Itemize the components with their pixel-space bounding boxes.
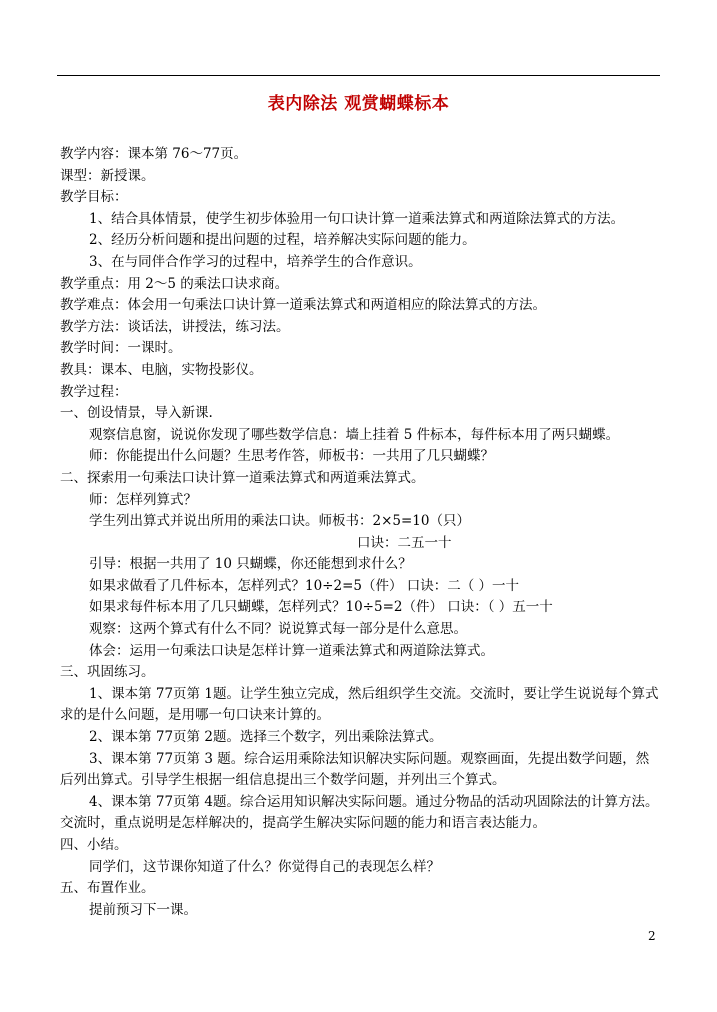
lesson-content: 教学内容：课本第 76～77页。 [60,146,248,162]
teaching-aids: 教具：课本、电脑，实物投影仪。 [60,361,263,378]
paragraph: 如果求每件标本用了几只蝴蝶，怎样列式？10÷5=2（件） 口诀：（ ）五一十 [89,599,553,616]
lesson-type: 课型：新授课。 [60,167,155,184]
process-heading: 教学过程： [60,383,128,400]
goal-1: 1、结合具体情景，使学生初步体验用一句口诀计算一道乘法算式和两道除法算式的方法。 [89,210,625,227]
exercise-1: 1、课本第 77页第 1题。让学生独立完成，然后组织学生交流。交流时，要让学生说说每个算式求的是什么问题，是用哪一句口诀来计算的。 [60,685,659,724]
paragraph: 体会：运用一句乘法口诀是怎样计算一道乘法算式和两道除法算式。 [89,642,494,659]
paragraph: 师：怎样列算式？ [89,491,197,508]
teaching-time: 教学时间：一课时。 [60,340,182,357]
section-5-heading: 五、布置作业。 [60,880,155,897]
section-1-heading: 一、创设情景，导入新课. [60,405,213,422]
goals-heading: 教学目标： [60,189,128,206]
goal-3: 3、在与同伴合作学习的过程中，培养学生的合作意识。 [89,253,422,270]
exercise-4: 4、课本第 77页第 4题。综合运用知识解决实际问题。通过分物品的活动巩固除法的计算方法。交流时，重点说明是怎样解决的，提高学生解决实际问题的能力和语言表达能力。 [60,793,659,832]
key-point: 教学重点：用 2～5 的乘法口诀求商。 [60,275,289,292]
paragraph: 观察：这两个算式有什么不同？说说算式每一部分是什么意思。 [89,621,467,638]
section-3-heading: 三、巩固练习。 [60,664,155,681]
paragraph: 口诀：二五一十 [357,534,452,551]
paragraph: 学生列出算式并说出所用的乘法口诀。师板书：2×5=10（只） [89,513,470,530]
paragraph: 如果求做看了几件标本，怎样列式？10÷2=5（件） 口诀：二（ ）一十 [89,577,520,594]
section-4-heading: 四、小结。 [60,837,128,853]
teaching-method: 教学方法：谈话法，讲授法，练习法。 [60,318,290,335]
difficulty: 教学难点：体会用一句乘法口诀计算一道乘法算式和两道相应的除法算式的方法。 [60,297,546,314]
page-number: 2 [648,929,656,943]
paragraph: 提前预习下一课。 [89,901,197,918]
paragraph: 同学们，这节课你知道了什么？你觉得自己的表现怎么样？ [89,858,440,875]
exercise-2: 2、课本第 77页第 2题。选择三个数字，列出乘除法算式。 [89,729,443,746]
paragraph: 师：你能提出什么问题？生思考作答，师板书：一共用了几只蝴蝶？ [89,448,494,465]
document-title: 表内除法 观赏蝴蝶标本 [267,94,450,114]
header-rule [57,75,660,76]
document-body [60,144,660,921]
goal-2: 2、经历分析问题和提出问题的过程，培养解决实际问题的能力。 [89,232,476,249]
paragraph: 观察信息窗，说说你发现了哪些数学信息：墙上挂着 5 件标本，每件标本用了两只蝴蝶。 [89,426,620,443]
section-2-heading: 二、探索用一句乘法口诀计算一道乘法算式和两道乘法算式。 [60,469,425,486]
exercise-3: 3、课本第 77页第 3 题。综合运用乘除法知识解决实际问题。观察画面，先提出数学问题，然后列出算式。引导学生根据一组信息提出三个数学问题，并列出三个算式。 [60,750,650,789]
paragraph: 引导：根据一共用了 10 只蝴蝶，你还能想到求什么？ [89,556,412,573]
